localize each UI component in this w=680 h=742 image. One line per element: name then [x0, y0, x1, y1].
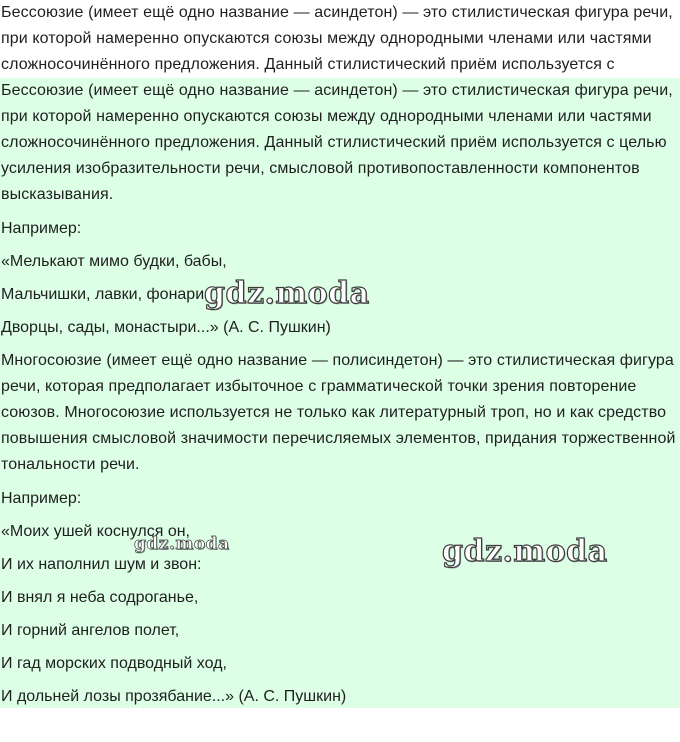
- poem-line: Мальчишки, лавки, фонари,: [1, 286, 209, 303]
- poem-line: И внял я неба содроганье,: [1, 589, 199, 606]
- watermark-logo: gdz.moda: [204, 276, 370, 311]
- poem-line: И горний ангелов полет,: [1, 622, 180, 639]
- watermark-logo: gdz.moda: [442, 534, 608, 569]
- polysyndeton-definition: Многосоюзие (имеет ещё одно название — полисиндетон) — это стилистическая фигура речи, которая предполагает избыточное с грамматической точки зрения повторение союзов. Многосоюзие используется не только как литературный троп, но и как средство повышения смысловой значимости перечисляемых элементов, придания торжественной тональности речи.: [1, 352, 676, 473]
- example-label: Например:: [1, 220, 82, 237]
- watermark-logo: gdz.moda: [134, 534, 230, 554]
- highlighted-answer-panel: [0, 78, 680, 708]
- intro-text-block: [0, 0, 680, 78]
- poem-line: И их наполнил шум и звон:: [1, 556, 202, 573]
- poem-line: «Моих ушей коснулся он,: [1, 523, 190, 540]
- poem-line: И дольней лозы прозябание...» (А. С. Пушкин): [1, 688, 347, 705]
- poem-line: И гад морских подводный ход,: [1, 655, 227, 672]
- poem-line: Дворцы, сады, монастыри...» (А. С. Пушкин): [1, 319, 331, 336]
- poem-line: «Мелькают мимо будки, бабы,: [1, 253, 227, 270]
- asyndeton-definition: Бессоюзие (имеет ещё одно название — асиндетон) — это стилистическая фигура речи, при которой намеренно опускаются союзы между однородными членами или частями сложносочинённого предложения. Данный стилистический приём используется с целью усиления изобразительности речи, смысловой противопоставленности компонентов высказывания.: [1, 82, 673, 203]
- example-label: Например:: [1, 490, 82, 507]
- intro-paragraph: Бессоюзие (имеет ещё одно название — асиндетон) — это стилистическая фигура речи, при которой намеренно опускаются союзы между однородными членами или частями сложносочинённого предложения. Данный стилистический приём используется с: [1, 4, 673, 73]
